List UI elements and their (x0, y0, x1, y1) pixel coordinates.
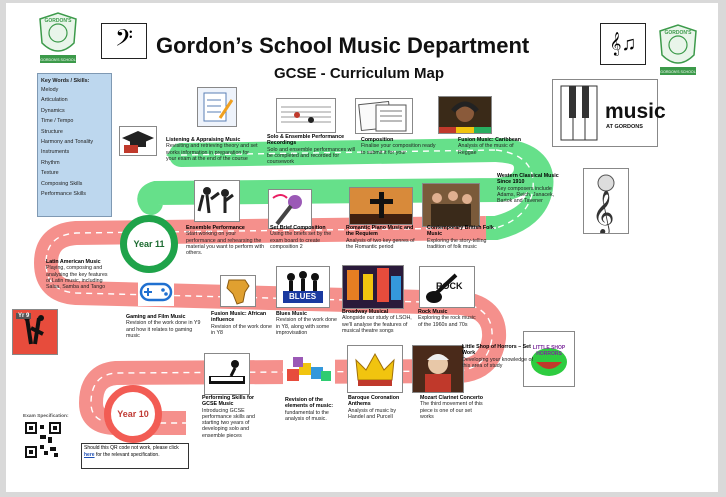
topic-title: Performing Skills for GCSE Music (202, 395, 255, 408)
page-subtitle: GCSE - Curriculum Map (274, 65, 445, 82)
topic-body: Revisiting and retrieving theory and set works information in preparation for your exam at the end of the course (166, 143, 258, 162)
topic-title: Western Classical Music Since 1910 (497, 173, 559, 186)
topic-title: Fusion Music: African influence (211, 311, 267, 324)
topic-baroque (348, 395, 410, 420)
key-word-item: Rhythm (41, 159, 60, 166)
key-word-item: Structure (41, 128, 63, 135)
rock-image-label: ROCK (436, 281, 463, 291)
topic-fusion-african (211, 311, 277, 336)
topic-body: Developing your knowledge of this area of study (462, 356, 533, 369)
topic-title: Composition (361, 137, 394, 143)
topic-body: Using the briefs set by the exam board to create composition 2 (270, 231, 332, 250)
graduation-cap-icon (119, 126, 157, 156)
reggae-artist-photo (438, 96, 492, 134)
crest-motto: GORDON'S SCHOOL (40, 58, 76, 62)
topic-romantic (346, 225, 418, 250)
blues-band-icon (276, 266, 330, 308)
topic-title: Broadway Musical (342, 309, 389, 315)
mozart-portrait (412, 345, 464, 393)
qr-note-text-end: for the relevant specification. (94, 451, 160, 458)
topic-composition (361, 137, 441, 156)
topic-listening (166, 137, 258, 162)
page-title: Gordon’s School Music Department (156, 33, 530, 58)
crown-icon (347, 345, 403, 393)
topic-title: Listening & Appraising Music (166, 137, 241, 143)
key-word-item: Melody (41, 87, 59, 93)
year-10-badge: Year 10 (104, 385, 162, 443)
topic-body: Revision of the work done in Y9 and how it relates to gaming music (126, 320, 201, 339)
qr-code[interactable] (24, 421, 62, 459)
topic-body: Analysis of music by Handel and Purcell (348, 407, 396, 420)
key-word-item: Time / Tempo (41, 118, 74, 125)
topic-title: Ensemble Performance (186, 225, 245, 231)
topic-rock (418, 309, 480, 328)
topic-mozart (420, 395, 486, 420)
qr-note-text: Should this QR code not work, please click (84, 445, 179, 451)
topic-title: Blues Music (276, 311, 307, 317)
topic-broadway (342, 309, 416, 334)
curriculum-map-page (6, 3, 718, 492)
microphone-icon (268, 189, 312, 229)
music-logo-sub: AT GORDONS (606, 124, 643, 130)
topic-title: Fusion Music: Caribbean (458, 137, 521, 143)
rock-guitar-icon (419, 266, 475, 308)
topic-title: Rock Music (418, 309, 448, 315)
gamepad-icon (138, 278, 174, 306)
key-word-item: Texture (41, 170, 59, 177)
year-11-badge: Year 11 (120, 215, 178, 273)
blues-image-label: BLUES (289, 292, 317, 301)
key-word-item: Dynamics (41, 107, 65, 114)
topic-body: Revision of the work done in Y8, along with some improvisation (276, 317, 337, 336)
folk-musicians-photo (422, 183, 480, 227)
topic-body: Finalise your composition ready to submit it for your (361, 143, 436, 156)
topic-title: Mozart Clarinet Concerto (420, 395, 483, 401)
topic-title: Set Brief Composition (270, 225, 326, 231)
topic-title: Latin American Music (46, 259, 101, 265)
topic-body: Start working on your performance and rehearsing the material you want to perform with others. (186, 231, 265, 257)
topic-latin-american (46, 259, 108, 290)
bass-clef-icon: 𝄢 (101, 23, 147, 59)
topic-british-folk (427, 225, 495, 250)
topic-gaming-film (126, 314, 204, 339)
topic-revision-elements (285, 397, 345, 422)
music-logo-main: music (605, 100, 666, 123)
ensemble-silhouettes-icon (194, 180, 240, 222)
cross-sunset-photo (349, 187, 413, 225)
topic-body: Exploring the story-telling tradition of folk music (427, 237, 487, 250)
topic-title: Little Shop of Horrors – Set Work (462, 344, 531, 357)
topic-body: Playing, composing and analysing the key features of Latin music, including Salsa, Samba and Tango (46, 265, 108, 291)
crest-text: GORDON'S (44, 18, 72, 24)
key-word-item: Performance Skills (41, 190, 86, 197)
qr-note-box (81, 443, 189, 469)
year-9-label: Yr 9 (18, 313, 30, 319)
crest-text: GORDON'S (664, 30, 692, 36)
topic-body: Exploring the rock music of the 1960s and 70s (418, 315, 476, 328)
topic-title: Baroque Coronation Anthems (348, 395, 400, 408)
africa-map-icon (220, 275, 256, 307)
key-word-item: Instruments (41, 149, 70, 156)
topic-ensemble-performance (186, 225, 266, 256)
topic-western-classical (497, 173, 563, 204)
key-word-item: Harmony and Tonality (41, 138, 94, 145)
topic-title: Romantic Piano Music and the Requiem (346, 225, 414, 238)
topic-body: The third movement of this piece is one of our set works (420, 401, 483, 420)
topic-body: Key composers include Adams, Reich, Janacek, Bartok and Tavener (497, 185, 555, 205)
topic-body: Solo and ensemble performances will be completed and recorded for coursework (267, 146, 356, 166)
topic-body: Revision of the work done in Y8 (211, 323, 272, 336)
topic-body: Analysis of two key genres of the Romantic period (346, 237, 415, 250)
pianist-icon (204, 353, 250, 395)
colored-blocks-icon (283, 353, 335, 387)
little-shop-image-label: LITTLE SHOP HORRORS (532, 345, 566, 357)
key-word-item: Articulation (41, 97, 68, 104)
topic-set-brief (270, 225, 344, 250)
treble-clef-art (583, 168, 629, 234)
music-notes-icon: 𝄞♫ (600, 23, 646, 65)
topic-title: Contemporary British Folk Music (427, 225, 494, 238)
topic-solo-ensemble (267, 134, 359, 165)
topic-little-shop (462, 344, 538, 369)
key-words-title: Key Words / Skills: (41, 78, 90, 84)
topic-body: fundamental to the analysis of music. (285, 409, 329, 422)
topic-body: Analysis of the music of Reggae (458, 143, 514, 156)
topic-fusion-caribbean (458, 137, 528, 156)
topic-title: Revision of the elements of music: (285, 397, 333, 410)
music-staff-icon (276, 98, 336, 133)
topic-body: Introducing GCSE performance skills and starting two years of developing solo and ensemble pieces (202, 407, 255, 439)
topic-title: Solo & Ensemble Performance Recordings (267, 134, 345, 147)
spec-link[interactable]: here (84, 451, 95, 458)
svg-text:𝄞: 𝄞 (592, 190, 615, 233)
checklist-icon (197, 87, 237, 127)
topic-performing-skills (202, 395, 270, 439)
broadway-street-photo (342, 265, 404, 309)
topic-blues (276, 311, 340, 336)
topic-body: Alongside our study of LSOH, we’ll analyse the features of musical theatre songs (342, 315, 412, 334)
crest-motto: GORDON'S SCHOOL (660, 70, 696, 74)
exam-spec-label: Exam Specification: (23, 414, 69, 419)
sheet-music-icon (355, 98, 413, 134)
key-word-item: Composing Skills (41, 180, 83, 187)
topic-title: Gaming and Film Music (126, 314, 186, 320)
